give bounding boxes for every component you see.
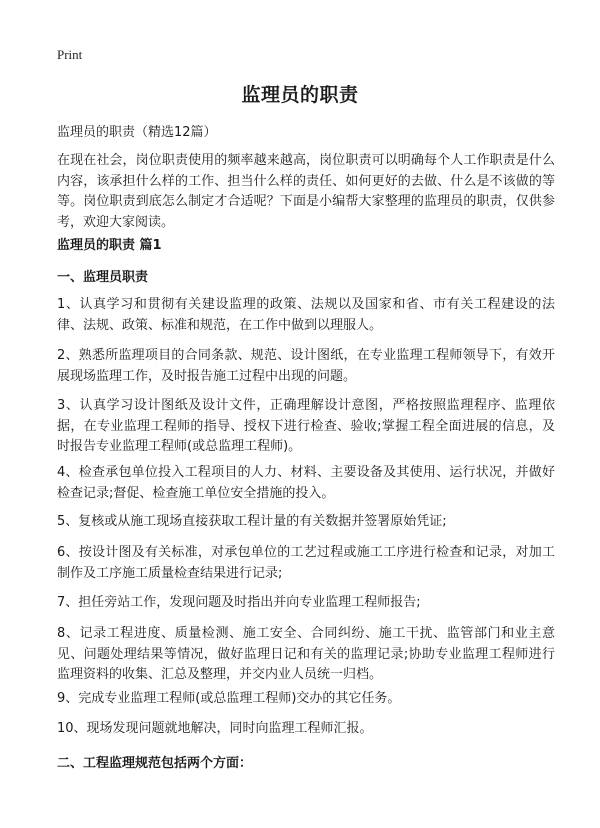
intro-paragraph: 在现在社会，岗位职责使用的频率越来越高，岗位职责可以明确每个人工作职责是什么内容，该承担什么样的工作、担当什么样的责任、如何更好的去做、什么是不该做的等等。岗位职责到底怎么制定才合适呢？下面是小编帮大家整理的监理员的职责，仅供参考，欢迎大家阅读。	[57, 153, 555, 230]
list-item: 1、认真学习和贯彻有关建设监理的政策、法规以及国家和省、市有关工程建设的法律、法规、政策、标准和规范，在工作中做到以理服人。	[57, 297, 555, 333]
print-link[interactable]: Print	[57, 47, 83, 62]
list-item: 5、复核或从施工现场直接获取工程计量的有关数据并签署原始凭证;	[57, 514, 447, 529]
part2-heading: 二、工程监理规范包括两个方面：	[57, 756, 253, 771]
list-item: 7、担任旁站工作，发现问题及时指出并向专业监理工程师报告;	[57, 595, 421, 610]
page-title: 监理员的职责	[241, 84, 359, 106]
list-item: 4、检查承包单位投入工程项目的人力、材料、主要设备及其使用、运行状况，并做好检查记录;督促、检查施工单位安全措施的投入。	[57, 465, 555, 501]
part1-heading: 一、监理员职责	[57, 270, 149, 285]
list-item: 9、完成专业监理工程师(或总监理工程师)交办的其它任务。	[57, 691, 401, 706]
section-title: 监理员的职责 篇1	[57, 238, 162, 253]
list-item: 10、现场发现问题就地解决，同时向监理工程师汇报。	[57, 721, 373, 736]
list-item: 2、熟悉所监理项目的合同条款、规范、设计图纸，在专业监理工程师领导下，有效开展现场监理工作，及时报告施工过程中出现的问题。	[57, 348, 555, 384]
list-item: 8、记录工程进度、质量检测、施工安全、合同纠纷、施工干扰、监管部门和业主意见、问题处理结果等情况，做好监理日记和有关的监理记录;协助专业监理工程师进行监理资料的收集、汇总及整理，并交内业人员统一归档。	[57, 626, 555, 682]
list-item: 6、按设计图及有关标准，对承包单位的工艺过程或施工工序进行检查和记录，对加工制作及工序施工质量检查结果进行记录;	[57, 545, 555, 581]
document-subtitle: 监理员的职责（精选12篇）	[57, 125, 217, 140]
list-item: 3、认真学习设计图纸及设计文件，正确理解设计意图，严格按照监理程序、监理依据，在专业监理工程师的指导、授权下进行检查、验收;掌握工程全面进展的信息，及时报告专业监理工程师(或总监理工程师)。	[57, 398, 555, 454]
